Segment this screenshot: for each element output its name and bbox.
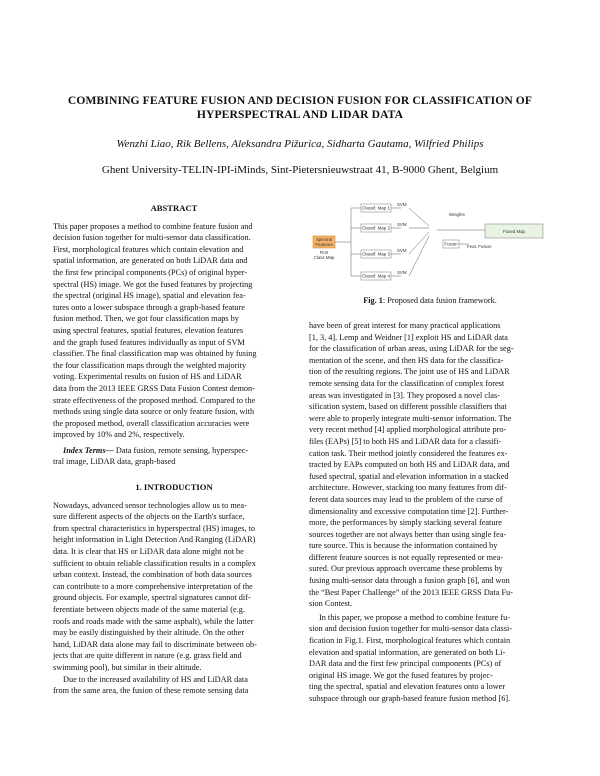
svg-text:SVM: SVM [397,270,407,275]
text-line: subspace through our graph-based feature fusion method [6]. [309,694,511,703]
framework-diagram [309,196,551,288]
index-terms [53,445,295,468]
text-line: fusion method. Then, we got four classification maps by [53,314,239,324]
text-line: the first few principal components (PCs) of original hyper- [53,267,248,277]
text-line: sure different aspects of the objects on the Earth's surface, [53,512,245,522]
text-line: sion Contest. [309,599,353,609]
text-line: height information in Light Detection And Ranging (LiDAR) [53,535,256,545]
authors: Wenzhi Liao, Rik Bellens, Aleksandra Pižurica, Sidharta Gautama, Wilfried Philips [116,138,484,150]
framework-figure [309,196,551,288]
text-line: different feature sources is not equally represented or mea- [309,552,504,562]
text-line: ture source. This is because the information contained by [309,541,498,551]
text-line: sification system, based on different possible classifiers that [309,402,507,412]
svg-text:Feat. Fusion: Feat. Fusion [467,244,492,249]
svg-text:Classif. Map 4: Classif. Map 4 [362,273,390,279]
right-column [309,320,551,705]
intro-heading: 1. INTRODUCTION [135,482,213,493]
svg-text:Classif. Map 1: Classif. Map 1 [362,205,390,211]
text-line: tures onto a lower subspace through a graph-based feature [53,302,245,312]
text-line: ferent data sources may lead to the problem of the curse of [309,494,503,504]
text-line: architecture. However, stacking too many features from dif- [309,483,507,493]
svg-text:SVM: SVM [397,202,407,207]
spectral-features-label-1: Spectral [315,237,333,242]
text-line: tion of the resulting regions. The joint use of HS and LiDAR [309,367,510,377]
text-line: remote sensing data for the classification of complex forest [309,378,505,388]
index-terms-label: Index Terms— [63,445,114,455]
index-terms-line-1: Data fusion, remote sensing, hyperspec- [113,445,249,455]
text-line: can contribute to a more comprehensive interpretation of the [53,581,253,591]
text-line: sufficient to obtain reliable classification results in a complex [53,558,256,568]
text-line: the spectral (original HS image), spatial and elevation fea- [53,291,246,301]
svg-text:Fused Map: Fused Map [503,229,525,234]
text-line: ting the spectral, spatial and elevation features onto a lower [309,682,506,692]
text-line: and the graph fused features individually as input of SVM [53,337,245,347]
svg-text:Classif. Map 3: Classif. Map 3 [362,251,390,257]
text-line: areas was investigated in [3]. They proposed a novel clas- [309,390,500,400]
text-line: urban context. Instead, the combination of both data sources [53,570,252,580]
text-line: [1, 3, 4]. Lemp and Weidner [1] exploit HS and LiDAR data [309,332,508,342]
class-map-label: Class Map [313,255,335,260]
text-line: This paper proposes a method to combine feature fusion and [53,221,253,231]
abstract-body [53,221,295,441]
text-line: voting. Experimental results on fusion of HS and LiDAR [53,372,242,382]
text-line: Nowadays, advanced sensor technologies allow us to mea- [53,500,247,510]
text-line: mentation of the scene, and then HS data for the classifica- [309,355,504,365]
text-line: improved by 10% and 2%, respectively. [53,430,185,440]
text-line: very recent method [4] applied morphological attribute pro- [309,425,507,435]
text-line: cation task. Their method jointly considered the features ex- [309,448,508,458]
intro-paragraph-1 [53,500,295,674]
text-line: strate effectiveness of the proposed method. Compared to the [53,395,256,405]
svg-text:SVM: SVM [397,222,407,227]
text-line: sion and decision fusion together for multi-sensor data classi- [309,624,512,634]
text-line: sources together are not always better than using single fea- [309,529,507,539]
text-line: First, morphological features which contain elevation and [53,244,244,254]
text-line: hand, LiDAR data alone may fail to discriminate between ob- [53,639,257,649]
text-line: swimming pool), but similar in their altitude. [53,662,202,672]
text-line: have been of great interest for many practical applications [309,321,501,330]
text-line: fication in Fig.1. First, morphological features which contain [309,636,511,646]
text-line: data. It is clear that HS or LiDAR data alone might not be [53,547,244,557]
text-line: jects that are quite different in nature (e.g. grass field and [53,651,242,661]
caption-label: Fig. 1 [363,296,383,305]
text-line: the “Best Paper Challenge” of the 2013 IEEE GRSS Data Fu- [309,587,513,597]
text-line: methods using single data source or only feature fusion, with [53,407,255,417]
paper-title [40,94,560,122]
text-line: sured. Our previous approach overcame these problems by [309,564,503,574]
abstract-heading: ABSTRACT [150,203,198,213]
text-line: tracted by EAPs computed on both HS and LiDAR data, and [309,460,510,470]
text-line: dimensionality and excessive computation time [2]. Further- [309,506,509,516]
text-line: ground objects. For example, spectral signatures cannot dif- [53,593,251,603]
text-line: for the classification of urban areas, using LiDAR for the seg- [309,344,514,354]
text-line: fused spectral, spatial and elevation information in a stacked [309,471,509,481]
svg-text:SVM: SVM [397,248,407,253]
text-line: may be easily distinguished by their altitude. On the other [53,628,245,638]
text-line: classifier. The final classification map was obtained by fusing [53,349,257,359]
text-line: from the same area, the fusion of these remote sensing data [53,686,249,696]
text-line: data from the 2013 IEEE GRSS Data Fusion Contest demon- [53,383,255,393]
index-terms-line-2: tral image, LiDAR data, graph-based [53,457,176,467]
right-paragraph-1 [309,320,551,610]
text-line: the proposed method, overall classification accuracies were [53,418,250,428]
text-line: In this paper, we propose a method to combine feature fu- [319,612,510,622]
caption-text: : Proposed data fusion framework. [382,296,497,305]
affiliation: Ghent University-TELIN-IPI-iMinds, Sint-Pietersnieuwstraat 41, B-9000 Ghent, Belgium [101,164,499,176]
text-line: files (EAPs) [5] to both HS and LiDAR data for a classifi- [309,436,502,446]
title-line-2: HYPERSPECTRAL AND LIDAR DATA [196,108,404,121]
figure-caption [309,296,551,305]
first-class-label: First [319,250,329,255]
text-line: DAR data and the first few principal components (PCs) of [309,659,502,669]
svg-text:Weights: Weights [449,212,465,217]
text-line: using spectral features, spatial features, elevation features [53,325,244,335]
text-line: decision fusion together for multi-sensor data classification. [53,233,251,243]
intro-paragraph-2 [53,674,295,697]
text-line: spectral (HS) image. We got the fused features by projecting [53,279,253,289]
text-line: from spectral characteristics in hyperspectral (HS) images, to [53,523,256,533]
title-line-1: COMBINING FEATURE FUSION AND DECISION FUSION FOR CLASSIFICATION OF [67,94,533,107]
text-line: the four classification maps through the weighted majority [53,360,247,370]
text-line: elevation and spatial information, are generated on both Li- [309,647,506,657]
svg-text:Classif. Map 2: Classif. Map 2 [362,225,390,231]
text-line: were able to properly integrate multi-sensor information. The [309,413,512,423]
text-line: more, the performances by simply stacking several feature [309,518,502,528]
right-paragraph-2 [309,612,551,705]
text-line: spatial information, are generated on both LiDAR data and [53,256,248,266]
spectral-features-label-2: Features [315,242,333,247]
svg-text:Fusion: Fusion [444,241,458,247]
text-line: roofs and roads made with the same asphalt), while the latter [53,616,254,626]
left-column [53,203,295,697]
text-line: Due to the increased availability of HS and LiDAR data [63,674,248,684]
text-line: ferentiate between objects made of the same material (e.g. [53,605,245,614]
text-line: fusing multi-sensor data through a fusion graph [6], and won [309,576,510,586]
text-line: original HS image. We got the fused features by projec- [309,670,493,680]
